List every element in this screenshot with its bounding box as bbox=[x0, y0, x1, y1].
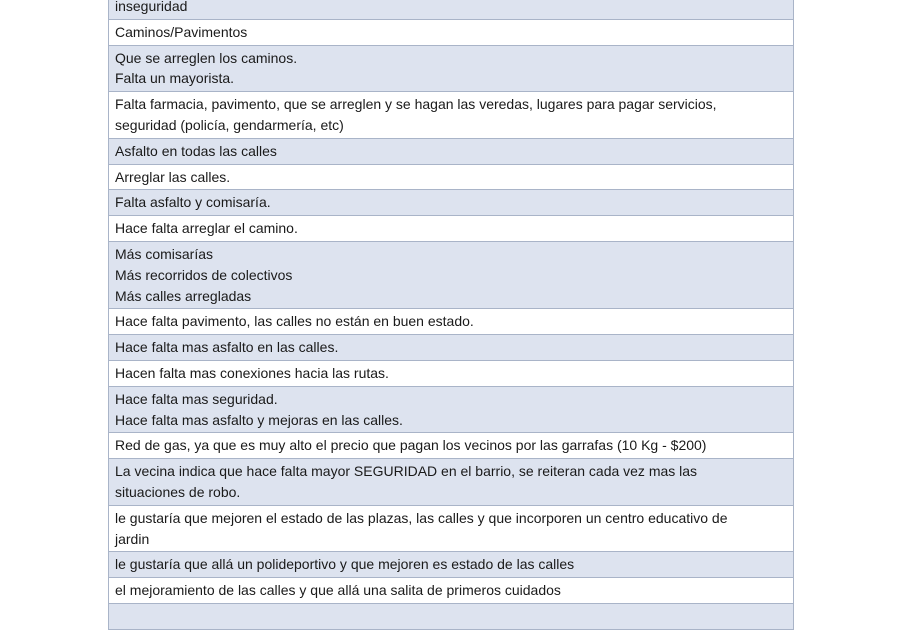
cell-text-line: Falta farmacia, pavimento, que se arreglen y se hagan las veredas, lugares para pagar servicios, bbox=[115, 96, 717, 113]
table-cell bbox=[109, 19, 794, 45]
table-row bbox=[109, 190, 794, 216]
table-row bbox=[109, 92, 794, 139]
cell-text-line: Arreglar las calles. bbox=[115, 168, 231, 185]
responses-table bbox=[108, 0, 794, 630]
table-row bbox=[109, 578, 794, 604]
cell-text-line: Hace falta mas seguridad. bbox=[115, 390, 278, 407]
table-cell bbox=[109, 360, 794, 386]
table-row bbox=[109, 164, 794, 190]
responses-table-body bbox=[109, 0, 794, 629]
table-row bbox=[109, 216, 794, 242]
table-row bbox=[109, 603, 794, 629]
table-row bbox=[109, 360, 794, 386]
cell-text-line: Falta asfalto y comisaría. bbox=[115, 194, 271, 211]
cell-text-line: Hacen falta mas conexiones hacia las rutas. bbox=[115, 364, 389, 381]
table-cell bbox=[109, 190, 794, 216]
table-row bbox=[109, 459, 794, 506]
table-cell bbox=[109, 45, 794, 92]
cell-text-line: inseguridad bbox=[115, 0, 188, 14]
table-row bbox=[109, 335, 794, 361]
cell-text-line: le gustaría que mejoren el estado de las plazas, las calles y que incorporen un centro educativo de bbox=[115, 509, 728, 526]
cell-text-line: Red de gas, ya que es muy alto el precio que pagan los vecinos por las garrafas (10 Kg - $200) bbox=[115, 437, 707, 454]
table-cell bbox=[109, 552, 794, 578]
cell-text-line bbox=[115, 606, 787, 627]
cell-text-line: Asfalto en todas las calles bbox=[115, 142, 277, 159]
cell-text-line: Más comisarías bbox=[115, 245, 214, 262]
table-row bbox=[109, 505, 794, 552]
cell-text-line: seguridad (policía, gendarmería, etc) bbox=[115, 116, 344, 133]
table-cell bbox=[109, 335, 794, 361]
table-row bbox=[109, 0, 794, 19]
table-row bbox=[109, 552, 794, 578]
table-cell bbox=[109, 241, 794, 308]
table-cell bbox=[109, 164, 794, 190]
table-row bbox=[109, 45, 794, 92]
table-row bbox=[109, 241, 794, 308]
table-row bbox=[109, 433, 794, 459]
cell-text-line: La vecina indica que hace falta mayor SEGURIDAD en el barrio, se reiteran cada vez mas las bbox=[115, 463, 698, 480]
cell-text-line: Hace falta mas asfalto y mejoras en las calles. bbox=[115, 411, 403, 428]
table-cell bbox=[109, 309, 794, 335]
cell-text-line: situaciones de robo. bbox=[115, 483, 241, 500]
cell-text-line: Hace falta mas asfalto en las calles. bbox=[115, 339, 339, 356]
cell-text-line: Hace falta arreglar el camino. bbox=[115, 220, 298, 237]
table-cell bbox=[109, 578, 794, 604]
cell-text-line: le gustaría que allá un polideportivo y que mejoren es estado de las calles bbox=[115, 556, 575, 573]
table-row bbox=[109, 19, 794, 45]
table-cell bbox=[109, 92, 794, 139]
table-cell bbox=[109, 603, 794, 629]
cell-text-line: jardin bbox=[115, 530, 150, 547]
cell-text-line: Falta un mayorista. bbox=[115, 70, 235, 87]
cell-text-line: Caminos/Pavimentos bbox=[115, 23, 248, 40]
cell-text-line: Más recorridos de colectivos bbox=[115, 266, 293, 283]
table-cell bbox=[109, 138, 794, 164]
table-cell bbox=[109, 386, 794, 433]
table-row bbox=[109, 309, 794, 335]
cell-text-line: Que se arreglen los caminos. bbox=[115, 49, 298, 66]
cell-text-line: Hace falta pavimento, las calles no están en buen estado. bbox=[115, 313, 474, 330]
cell-text-line: Más calles arregladas bbox=[115, 287, 252, 304]
table-cell bbox=[109, 0, 794, 19]
table-cell bbox=[109, 459, 794, 506]
table-cell bbox=[109, 433, 794, 459]
table-cell bbox=[109, 216, 794, 242]
table-row bbox=[109, 138, 794, 164]
cell-text-line: el mejoramiento de las calles y que allá una salita de primeros cuidados bbox=[115, 582, 561, 599]
table-row bbox=[109, 386, 794, 433]
table-cell bbox=[109, 505, 794, 552]
